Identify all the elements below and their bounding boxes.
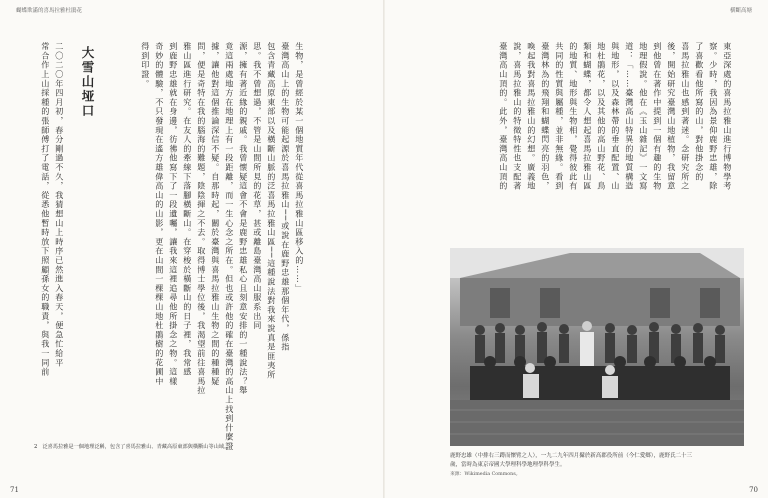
right-column-12: 的地質、地形與生物相，覺得彼此有 (568, 42, 579, 191)
right-column-15: 喚起我對喜馬拉雅山的幻想。廣義地 (526, 42, 537, 191)
right-column-7: 地理假說。他在《玉山雜記》一文寫 (638, 42, 649, 191)
section-column-2: 常合作上山採種的張師傅打了電話，從悉他暫時放下照顧孫女的職責，與我一同前 (40, 42, 51, 377)
right-column-10: 地杜鵑花，以及其他的高山野花、鳥 (596, 42, 607, 191)
left-column-2: 臺灣高山上的生物可能起源於喜馬拉雅山──或說在鹿野忠雄那個年代，係指 (280, 42, 291, 352)
right-column-3: 了喜歡看他所寫的山，對他掛念的 (694, 42, 705, 182)
right-column-16: 說，喜馬拉雅山的特徵特性也支配著 (512, 42, 523, 191)
left-column-12: 得到印證。 (140, 42, 151, 89)
left-column-10: 到鹿野忠雄就在身邊，彷彿他寫下了一段遺囑，讓我來這裡追尋他所掛念之物。這樣 (168, 42, 179, 387)
footnote: 2 泛喜馬拉雅是一個地理泛稱，包含了喜馬拉雅山、青藏高原東部與橫斷山等山域。 (34, 444, 230, 450)
right-column-4: 喜馬拉雅山也感到著迷。念研究所之 (680, 42, 691, 191)
right-column-1: 東亞深處的喜馬拉雅山進行博物學考 (722, 42, 733, 191)
photo-source: 來源：Wikimedia Commons。 (450, 472, 521, 477)
right-column-13: 共同的性質與屬種，並非無緣。看到 (554, 42, 565, 191)
left-column-8: 問，便是奇特在我的腦海的難題，陰陰揮之不去。取得博士學位後，我渴望前往喜馬拉 (196, 42, 207, 396)
right-column-8: 道：「……臺灣高山特異的地質構造 (624, 42, 635, 191)
section-title: 大雪山垭口 (80, 46, 95, 119)
right-column-6: 到他曾在著作中提到一個有趣的生物 (652, 42, 663, 191)
right-column-14: 臺灣林為的飛翔和蝴蝶閃亮的羽色， (540, 42, 551, 191)
left-column-4: 思。我不曾想過，不管是山間所見的花草，甚或離島臺灣高山服系出同 (252, 42, 263, 331)
right-column-5: 後，開始研究臺灣山地植物，我留意 (666, 42, 677, 191)
section-column-1: 二〇二〇年四月初，春分剛過不久，我猜想山上時序已然進入春天，便急忙給平 (54, 42, 65, 368)
right-folio: 70 (749, 486, 758, 494)
historical-group-photo (450, 248, 744, 446)
left-running-head: 蝴蝶欺滿的喜馬拉雅杜鵑花 (16, 8, 83, 14)
photo-caption-line-2: 歲，當時為東京帝國大學理科學地理學科學生。 (450, 462, 566, 468)
left-column-3: 包含青藏高原東部以及橫斷山脈的泛喜馬拉雅山區──這種說法對我來說真是匪夷所 (266, 42, 277, 380)
left-column-11: 奇妙的體驗，不只發現在遙方雄偉高山的山影，更在山間一棵棵山地杜鵑樹的花圃中 (154, 42, 165, 387)
right-running-head: 横斷高塘 (729, 8, 752, 14)
left-column-1: 生物，是曾經於某一個地質年代從喜馬拉雅山區移入的……」 (294, 42, 305, 294)
left-column-5: 源，擁有著近緣的親戚。我曾懷疑這會不會是鹿野忠雄私心且刻意安排的一種說法？舉 (238, 42, 249, 396)
right-column-2: 察。少時，我因為景仰鹿野忠雄，除 (708, 42, 719, 191)
left-column-6: 竟這兩處地方在地理上有一段距離，而一生心念之所在。但也或許他的確在臺灣的高山上找到什麼證 (224, 42, 235, 452)
right-column-17: 臺灣高山頂的。此外，臺灣高山頂的 (498, 42, 509, 191)
right-column-11: 類和蝴蝶，都令人想起喜馬拉雅山區 (582, 42, 593, 191)
left-column-9: 雅山區進行研究。在友人的牽線下落腳橫斷山。在穿梭於橫斷山的日子裡，我常感 (182, 42, 193, 377)
left-column-7: 據，讓他對這個推論深信不疑。自那時起，關於臺灣與喜馬拉雅山生物之間的種種疑 (210, 42, 221, 387)
photo-illustration (450, 248, 744, 446)
right-column-9: 與地形，以及森林帶的垂直配置、山 (610, 42, 621, 191)
photo-caption-line-1: 鹿野忠雄（中排右三蹲而懷臂之人），一九二九年四月攝於新高郡役所前（今仁愛鄉），鹿野氏二十三 (450, 453, 693, 459)
left-folio: 71 (10, 486, 19, 494)
